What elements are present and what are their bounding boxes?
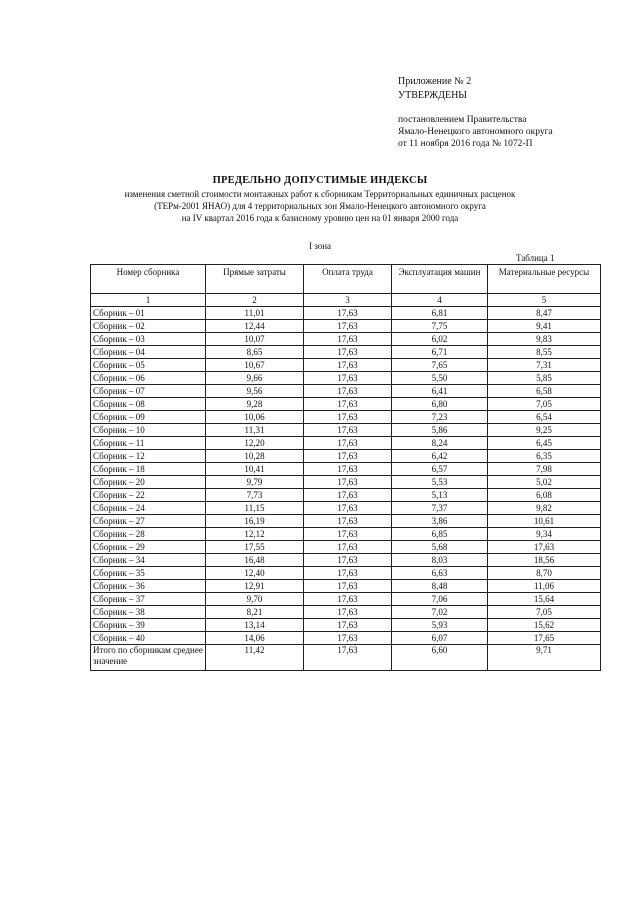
collection-name-cell: Сборник – 22 bbox=[91, 489, 206, 502]
table-header-row bbox=[91, 265, 601, 294]
index-value-cell: 12,91 bbox=[206, 580, 304, 593]
column-number: 1 bbox=[91, 294, 206, 307]
index-value-cell: 7,02 bbox=[392, 606, 488, 619]
table-row bbox=[91, 385, 601, 398]
index-value-cell: 3,86 bbox=[392, 515, 488, 528]
index-value-cell: 14,06 bbox=[206, 632, 304, 645]
index-value-cell: 11,01 bbox=[206, 307, 304, 320]
index-value-cell: 16,48 bbox=[206, 554, 304, 567]
collection-name-cell: Сборник – 39 bbox=[91, 619, 206, 632]
index-value-cell: 10,41 bbox=[206, 463, 304, 476]
index-value-cell: 17,63 bbox=[304, 515, 392, 528]
document-subtitle-line: на IV квартал 2016 года к базисному уровню цен на 01 января 2000 года bbox=[181, 213, 459, 223]
index-value-cell: 5,86 bbox=[392, 424, 488, 437]
index-value-cell: 17,63 bbox=[304, 307, 392, 320]
index-value-cell: 9,66 bbox=[206, 372, 304, 385]
index-value-cell: 6,54 bbox=[488, 411, 601, 424]
table-row bbox=[91, 502, 601, 515]
index-value-cell: 12,44 bbox=[206, 320, 304, 333]
index-value-cell: 5,02 bbox=[488, 476, 601, 489]
index-value-cell: 6,07 bbox=[392, 632, 488, 645]
collection-name-cell: Сборник – 04 bbox=[91, 346, 206, 359]
collection-name-cell: Сборник – 36 bbox=[91, 580, 206, 593]
index-value-cell: 13,14 bbox=[206, 619, 304, 632]
index-value-cell: 17,63 bbox=[304, 450, 392, 463]
index-value-cell: 9,34 bbox=[488, 528, 601, 541]
index-value-cell: 6,08 bbox=[488, 489, 601, 502]
index-value-cell: 17,55 bbox=[206, 541, 304, 554]
collection-name-cell: Сборник – 03 bbox=[91, 333, 206, 346]
index-value-cell: 15,64 bbox=[488, 593, 601, 606]
index-value-cell: 17,63 bbox=[304, 372, 392, 385]
collection-name-cell: Сборник – 02 bbox=[91, 320, 206, 333]
resolution-line: от 11 ноября 2016 года № 1072-П bbox=[398, 139, 533, 149]
index-value-cell: 8,21 bbox=[206, 606, 304, 619]
resolution-line: постановлением Правительства bbox=[398, 115, 527, 125]
index-value-cell: 9,28 bbox=[206, 398, 304, 411]
index-value-cell: 7,06 bbox=[392, 593, 488, 606]
index-value-cell: 17,63 bbox=[304, 632, 392, 645]
index-value-cell: 17,65 bbox=[488, 632, 601, 645]
collection-name-cell: Сборник – 18 bbox=[91, 463, 206, 476]
collection-name-cell: Сборник – 05 bbox=[91, 359, 206, 372]
collection-name-cell: Сборник – 20 bbox=[91, 476, 206, 489]
index-value-cell: 8,70 bbox=[488, 567, 601, 580]
index-value-cell: 6,57 bbox=[392, 463, 488, 476]
index-value-cell: 17,63 bbox=[304, 411, 392, 424]
index-value-cell: 17,63 bbox=[304, 593, 392, 606]
index-value-cell: 5,85 bbox=[488, 372, 601, 385]
index-value-cell: 6,63 bbox=[392, 567, 488, 580]
index-value-cell: 12,40 bbox=[206, 567, 304, 580]
indices-table bbox=[90, 264, 601, 671]
table-row bbox=[91, 593, 601, 606]
index-value-cell: 17,63 bbox=[304, 398, 392, 411]
total-value: 9,71 bbox=[488, 645, 601, 671]
total-label: Итого по сборникам среднее значение bbox=[91, 645, 206, 671]
index-value-cell: 18,56 bbox=[488, 554, 601, 567]
table-row bbox=[91, 489, 601, 502]
index-value-cell: 8,55 bbox=[488, 346, 601, 359]
table-row bbox=[91, 554, 601, 567]
collection-name-cell: Сборник – 35 bbox=[91, 567, 206, 580]
index-value-cell: 6,58 bbox=[488, 385, 601, 398]
collection-name-cell: Сборник – 40 bbox=[91, 632, 206, 645]
document-subtitle-line: изменения сметной стоимости монтажных работ к сборникам Территориальных единичных расценок bbox=[124, 189, 516, 199]
index-value-cell: 5,13 bbox=[392, 489, 488, 502]
table-row bbox=[91, 398, 601, 411]
column-header: Номер сборника bbox=[91, 265, 206, 294]
index-value-cell: 10,67 bbox=[206, 359, 304, 372]
index-value-cell: 17,63 bbox=[304, 463, 392, 476]
index-value-cell: 5,68 bbox=[392, 541, 488, 554]
table-row bbox=[91, 606, 601, 619]
index-value-cell: 8,65 bbox=[206, 346, 304, 359]
resolution-line: Ямало-Ненецкого автономного округа bbox=[398, 127, 553, 137]
index-value-cell: 8,24 bbox=[392, 437, 488, 450]
table-row bbox=[91, 515, 601, 528]
table-row bbox=[91, 450, 601, 463]
collection-name-cell: Сборник – 24 bbox=[91, 502, 206, 515]
index-value-cell: 17,63 bbox=[304, 502, 392, 515]
table-body bbox=[91, 307, 601, 645]
index-value-cell: 17,63 bbox=[304, 424, 392, 437]
document-title: ПРЕДЕЛЬНО ДОПУСТИМЫЕ ИНДЕКСЫ bbox=[212, 175, 428, 186]
collection-name-cell: Сборник – 12 bbox=[91, 450, 206, 463]
index-value-cell: 17,63 bbox=[304, 320, 392, 333]
total-value: 17,63 bbox=[304, 645, 392, 671]
table-row bbox=[91, 333, 601, 346]
index-value-cell: 15,62 bbox=[488, 619, 601, 632]
table-row bbox=[91, 541, 601, 554]
index-value-cell: 7,37 bbox=[392, 502, 488, 515]
table-label: Таблица 1 bbox=[516, 253, 555, 263]
table-row bbox=[91, 619, 601, 632]
collection-name-cell: Сборник – 11 bbox=[91, 437, 206, 450]
collection-name-cell: Сборник – 28 bbox=[91, 528, 206, 541]
table-row bbox=[91, 320, 601, 333]
column-number: 2 bbox=[206, 294, 304, 307]
index-value-cell: 12,12 bbox=[206, 528, 304, 541]
index-value-cell: 5,53 bbox=[392, 476, 488, 489]
index-value-cell: 6,85 bbox=[392, 528, 488, 541]
index-value-cell: 9,79 bbox=[206, 476, 304, 489]
column-number-row bbox=[91, 294, 601, 307]
index-value-cell: 17,63 bbox=[304, 619, 392, 632]
table-row bbox=[91, 307, 601, 320]
index-value-cell: 17,63 bbox=[304, 333, 392, 346]
index-value-cell: 17,63 bbox=[304, 359, 392, 372]
index-value-cell: 7,73 bbox=[206, 489, 304, 502]
index-value-cell: 17,63 bbox=[304, 385, 392, 398]
collection-name-cell: Сборник – 27 bbox=[91, 515, 206, 528]
collection-name-cell: Сборник – 06 bbox=[91, 372, 206, 385]
column-header: Оплата труда bbox=[304, 265, 392, 294]
table-row bbox=[91, 567, 601, 580]
collection-name-cell: Сборник – 10 bbox=[91, 424, 206, 437]
collection-name-cell: Сборник – 07 bbox=[91, 385, 206, 398]
index-value-cell: 10,06 bbox=[206, 411, 304, 424]
index-value-cell: 16,19 bbox=[206, 515, 304, 528]
appendix-label: Приложение № 2 bbox=[398, 76, 472, 87]
total-value: 11,42 bbox=[206, 645, 304, 671]
index-value-cell: 17,63 bbox=[304, 437, 392, 450]
index-value-cell: 7,23 bbox=[392, 411, 488, 424]
column-header: Прямые затраты bbox=[206, 265, 304, 294]
resolution-text bbox=[398, 114, 553, 150]
index-value-cell: 7,31 bbox=[488, 359, 601, 372]
table-row bbox=[91, 437, 601, 450]
approved-label: УТВЕРЖДЕНЫ bbox=[398, 90, 468, 101]
index-value-cell: 7,05 bbox=[488, 606, 601, 619]
collection-name-cell: Сборник – 34 bbox=[91, 554, 206, 567]
index-value-cell: 9,83 bbox=[488, 333, 601, 346]
index-value-cell: 9,56 bbox=[206, 385, 304, 398]
table-row bbox=[91, 528, 601, 541]
column-header: Материальные ресурсы bbox=[488, 265, 601, 294]
table-row bbox=[91, 372, 601, 385]
index-value-cell: 17,63 bbox=[304, 606, 392, 619]
index-value-cell: 11,15 bbox=[206, 502, 304, 515]
index-value-cell: 17,63 bbox=[304, 346, 392, 359]
zone-label: I зона bbox=[308, 241, 332, 251]
index-value-cell: 6,35 bbox=[488, 450, 601, 463]
collection-name-cell: Сборник – 01 bbox=[91, 307, 206, 320]
index-value-cell: 11,31 bbox=[206, 424, 304, 437]
index-value-cell: 6,45 bbox=[488, 437, 601, 450]
index-value-cell: 6,42 bbox=[392, 450, 488, 463]
table-row bbox=[91, 346, 601, 359]
index-value-cell: 5,50 bbox=[392, 372, 488, 385]
collection-name-cell: Сборник – 29 bbox=[91, 541, 206, 554]
index-value-cell: 17,63 bbox=[304, 528, 392, 541]
total-row bbox=[91, 645, 601, 671]
index-value-cell: 7,65 bbox=[392, 359, 488, 372]
collection-name-cell: Сборник – 08 bbox=[91, 398, 206, 411]
table-row bbox=[91, 632, 601, 645]
column-number: 4 bbox=[392, 294, 488, 307]
index-value-cell: 10,28 bbox=[206, 450, 304, 463]
index-value-cell: 8,03 bbox=[392, 554, 488, 567]
total-value: 6,60 bbox=[392, 645, 488, 671]
index-value-cell: 10,07 bbox=[206, 333, 304, 346]
table-row bbox=[91, 476, 601, 489]
column-header: Эксплуатация машин bbox=[392, 265, 488, 294]
index-value-cell: 7,98 bbox=[488, 463, 601, 476]
table-row bbox=[91, 411, 601, 424]
index-value-cell: 6,02 bbox=[392, 333, 488, 346]
index-value-cell: 17,63 bbox=[304, 567, 392, 580]
index-value-cell: 9,82 bbox=[488, 502, 601, 515]
index-value-cell: 5,93 bbox=[392, 619, 488, 632]
index-value-cell: 17,63 bbox=[304, 554, 392, 567]
collection-name-cell: Сборник – 37 bbox=[91, 593, 206, 606]
index-value-cell: 17,63 bbox=[304, 541, 392, 554]
table-row bbox=[91, 424, 601, 437]
index-value-cell: 17,63 bbox=[488, 541, 601, 554]
index-value-cell: 6,71 bbox=[392, 346, 488, 359]
index-value-cell: 9,25 bbox=[488, 424, 601, 437]
index-value-cell: 9,70 bbox=[206, 593, 304, 606]
table-row bbox=[91, 580, 601, 593]
table-row bbox=[91, 359, 601, 372]
index-value-cell: 10,61 bbox=[488, 515, 601, 528]
index-value-cell: 6,81 bbox=[392, 307, 488, 320]
table-row bbox=[91, 463, 601, 476]
index-value-cell: 7,75 bbox=[392, 320, 488, 333]
index-value-cell: 17,63 bbox=[304, 489, 392, 502]
index-value-cell: 8,47 bbox=[488, 307, 601, 320]
index-value-cell: 9,41 bbox=[488, 320, 601, 333]
index-value-cell: 7,05 bbox=[488, 398, 601, 411]
collection-name-cell: Сборник – 09 bbox=[91, 411, 206, 424]
index-value-cell: 6,41 bbox=[392, 385, 488, 398]
index-value-cell: 8,48 bbox=[392, 580, 488, 593]
collection-name-cell: Сборник – 38 bbox=[91, 606, 206, 619]
document-subtitle-line: (ТЕРм-2001 ЯНАО) для 4 территориальных зон Ямало-Ненецкого автономного округа bbox=[154, 201, 486, 211]
column-number: 5 bbox=[488, 294, 601, 307]
column-number: 3 bbox=[304, 294, 392, 307]
index-value-cell: 17,63 bbox=[304, 580, 392, 593]
index-value-cell: 12,20 bbox=[206, 437, 304, 450]
index-value-cell: 11,06 bbox=[488, 580, 601, 593]
index-value-cell: 6,80 bbox=[392, 398, 488, 411]
index-value-cell: 17,63 bbox=[304, 476, 392, 489]
